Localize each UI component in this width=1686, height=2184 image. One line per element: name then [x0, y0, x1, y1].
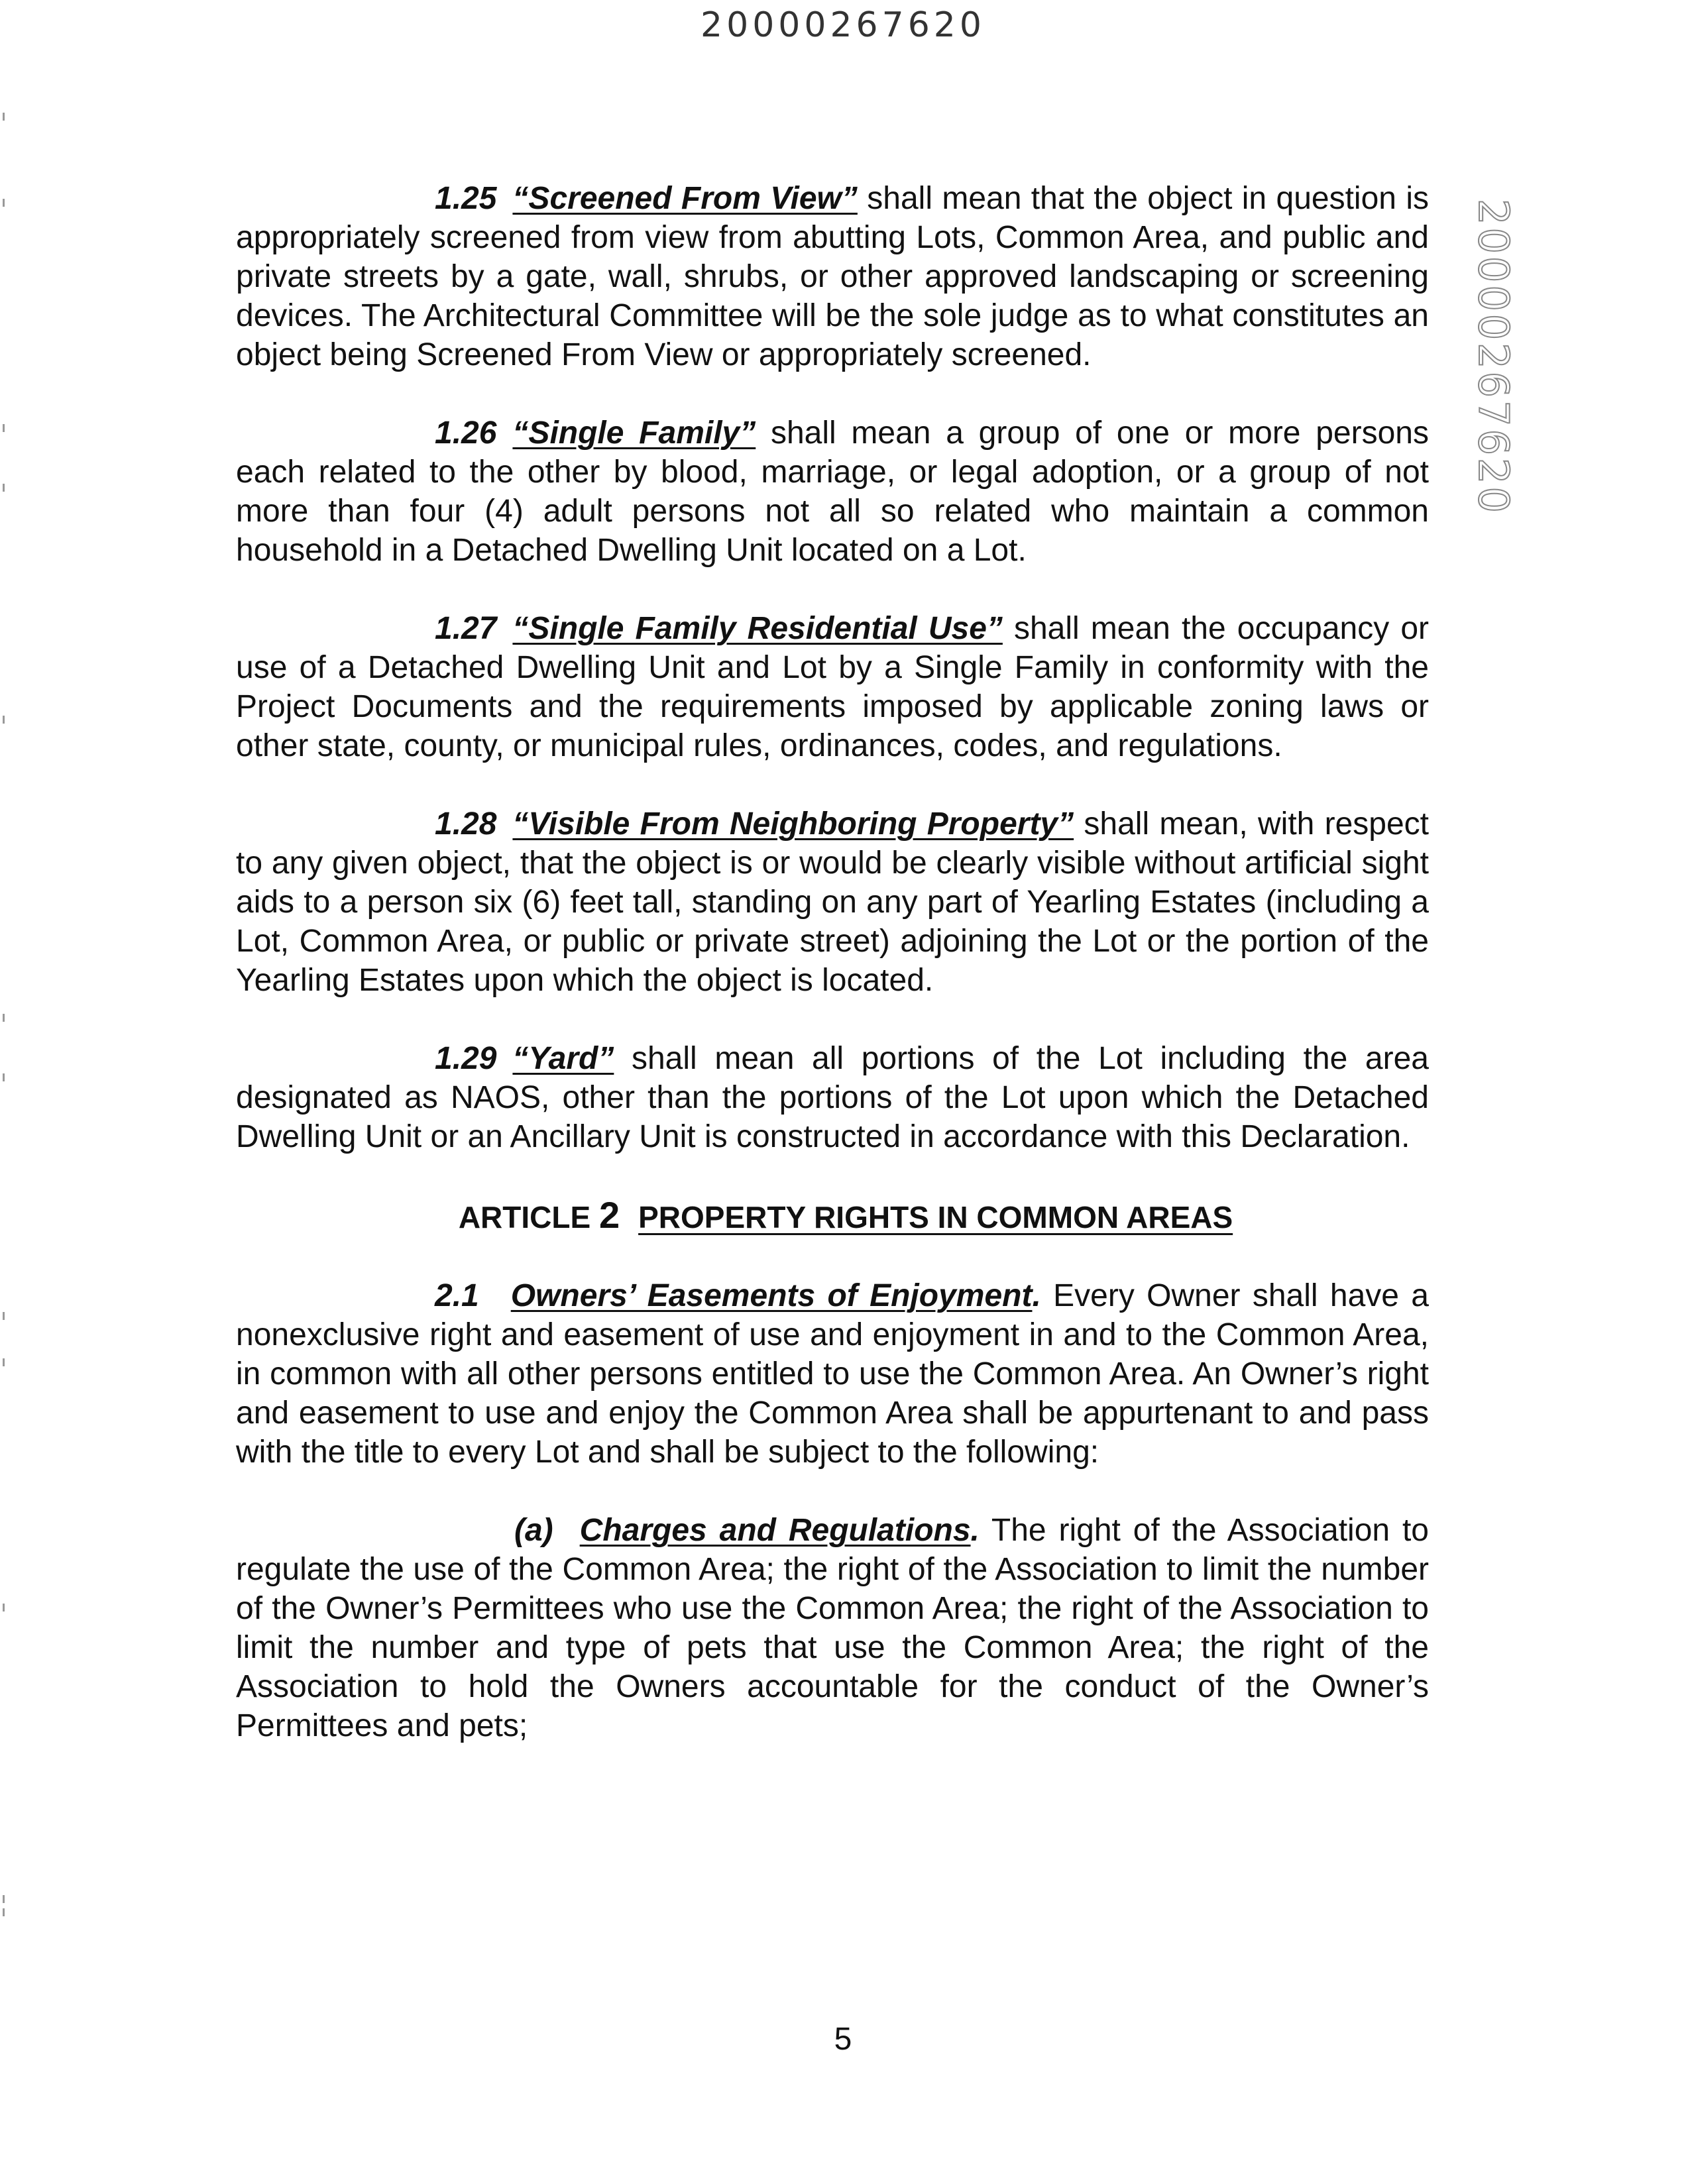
- subsection-text: The right of the Association to regulate the use of the Common Area; the right of the Association to limit the number of the Owner’s Permittees who use the Common Area; the right of the Association to limit the number and type of pets that use the Common Area; the right of the Association to hold the Owners accountable for the conduct of the Owner’s Permittees and pets;: [236, 1513, 1429, 1743]
- section-number: 1.26: [435, 415, 497, 451]
- section-1-29: [236, 1039, 1429, 1156]
- page-number: 5: [834, 2022, 852, 2057]
- section-text: shall mean a group of one or more persons each related to the other by blood, marriage, or legal adoption, or a group of not more than four (4) adult persons not all so related who maintain a common household in a Detached Dwelling Unit located on a Lot.: [236, 415, 1430, 568]
- article-title: PROPERTY RIGHTS IN COMMON AREAS: [638, 1200, 1233, 1234]
- scan-margin-marks: [0, 0, 13, 2184]
- section-text: Every Owner shall have a nonexclusive right and easement of use and enjoyment in and to the Common Area, in common with all other persons entitled to use the Common Area. An Owner’s right and easement to use and enjoy the Common Area shall be appurtenant to and pass with the title to every Lot and shall be subject to the following:: [236, 1278, 1429, 1470]
- defined-term: “Visible From Neighboring Property”: [512, 806, 1074, 842]
- article-label: ARTICLE: [458, 1200, 591, 1234]
- defined-term: “Single Family Residential Use”: [512, 611, 1003, 646]
- section-1-26: [236, 413, 1429, 570]
- section-text: shall mean, with respect to any given object, that the object is or would be clearly visible without artificial sight aids to a person six (6) feet tall, standing on any part of Yearling Estates (including a Lot, Common Area, or public or private street) adjoining the Lot or the portion of the Yearling Estates upon which the object is located.: [236, 806, 1430, 998]
- section-2-1-a: [236, 1511, 1429, 1745]
- side-stamp: 20000267620: [1469, 199, 1518, 516]
- section-2-1: [236, 1276, 1429, 1472]
- defined-term: “Screened From View”: [512, 181, 858, 216]
- section-heading: Owners’ Easements of Enjoyment.: [510, 1278, 1041, 1313]
- article-heading: [236, 1195, 1429, 1237]
- section-text: shall mean all portions of the Lot including the area designated as NAOS, other than the portions of the Lot upon which the Detached Dwelling Unit or an Ancillary Unit is constructed in accordance with this Declaration.: [236, 1041, 1429, 1154]
- section-number: 1.25: [435, 181, 497, 216]
- section-1-27: [236, 609, 1429, 765]
- subsection-label: (a): [514, 1513, 553, 1548]
- section-text: shall mean the occupancy or use of a Detached Dwelling Unit and Lot by a Single Family in conformity with the Project Documents and the requirements imposed by applicable zoning laws or other state, county, or municipal rules, ordinances, codes, and regulations.: [236, 611, 1429, 763]
- defined-term: “Single Family”: [512, 415, 756, 451]
- section-text: shall mean that the object in question is appropriately screened from view from abutting Lots, Common Area, and public and private streets by a gate, wall, shrubs, or other approved landscaping or screening devices. The Architectural Committee will be the sole judge as to what constitutes an object being Screened From View or appropriately screened.: [236, 181, 1430, 372]
- document-number: 20000267620: [701, 5, 985, 45]
- article-number: 2: [598, 1194, 620, 1236]
- section-1-28: [236, 804, 1429, 1000]
- section-number: 2.1: [435, 1278, 479, 1313]
- defined-term: “Yard”: [512, 1041, 614, 1076]
- section-number: 1.28: [435, 806, 497, 842]
- document-body: [236, 179, 1429, 1784]
- subsection-heading: Charges and Regulations.: [579, 1513, 980, 1548]
- section-number: 1.27: [435, 611, 497, 646]
- section-1-25: [236, 179, 1429, 374]
- section-number: 1.29: [435, 1041, 497, 1076]
